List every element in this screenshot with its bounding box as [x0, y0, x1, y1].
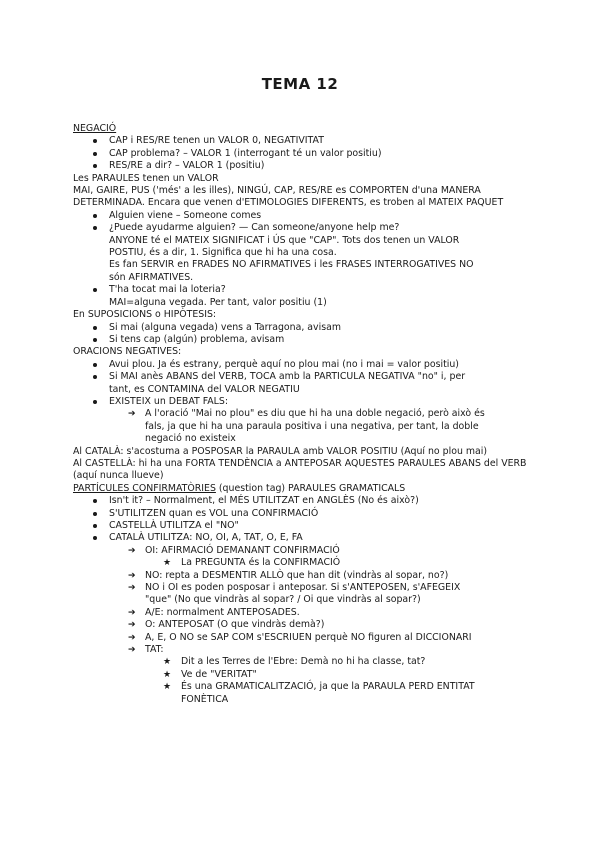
line-text: T'ha tocat mai la loteria?	[109, 284, 226, 296]
list-item	[73, 681, 533, 693]
line-text: És una GRAMATICALITZACIÓ, ja que la PARAULA PERD ENTITAT	[181, 681, 475, 693]
arrow-bullet-icon: ➔	[128, 620, 136, 631]
line-text: Ve de "VERITAT"	[181, 668, 257, 680]
line-text: Alguien viene – Someone comes	[109, 209, 262, 221]
list-item	[73, 619, 533, 631]
line-text: Al CATALÀ: s'acostuma a POSPOSAR la PARAULA amb VALOR POSITIU (Aquí no plou mai)	[73, 445, 488, 457]
list-item	[73, 669, 533, 681]
line-text: EXISTEIX un DEBAT FALS:	[109, 395, 228, 407]
line-text: Al CASTELLÀ: hi ha una FORTA TENDÈNCIA a ANTEPOSAR AQUESTES PARAULES ABANS del VERB (aquí nunca llueve)	[73, 457, 527, 482]
arrow-bullet-icon: ➔	[128, 409, 136, 420]
bullet-icon	[93, 164, 97, 168]
line-text: O: ANTEPOSAT (O que vindràs demà?)	[145, 619, 325, 631]
star-bullet-icon: ★	[163, 558, 172, 569]
list-item	[73, 520, 533, 532]
line-text: Es fan SERVIR en FRADES NO AFIRMATIVES i les FRASES INTERROGATIVES NO	[109, 259, 474, 271]
line-text: CAP i RES/RE tenen un VALOR 0, NEGATIVITAT	[109, 135, 324, 147]
list-item	[73, 582, 533, 594]
text-line	[73, 173, 533, 185]
list-item	[73, 210, 533, 222]
bullet-icon	[93, 499, 97, 503]
list-item	[73, 322, 533, 334]
text-line	[73, 458, 533, 483]
text-line	[73, 185, 533, 210]
line-text: (question tag) PARAULES GRAMATICALS	[215, 482, 406, 494]
bullet-icon	[93, 139, 97, 143]
text-line	[73, 259, 533, 271]
list-item	[73, 359, 533, 371]
list-item	[73, 334, 533, 346]
line-text: Les PARAULES tenen un VALOR	[73, 172, 219, 184]
line-text: tant, es CONTAMINA del VALOR NEGATIU	[109, 383, 300, 395]
list-item	[73, 532, 533, 544]
bullet-icon	[93, 288, 97, 292]
text-line	[73, 483, 533, 495]
arrow-bullet-icon: ➔	[128, 632, 136, 643]
section-heading: NEGACIÓ	[73, 123, 117, 134]
text-line	[73, 309, 533, 321]
text-line	[73, 446, 533, 458]
list-item	[73, 371, 533, 383]
arrow-bullet-icon: ➔	[128, 570, 136, 581]
line-text: NO i OI es poden posposar i anteposar. Si s'ANTEPOSEN, s'AFEGEIX	[145, 582, 461, 594]
list-item	[73, 284, 533, 296]
line-text: NO: repta a DESMENTIR ALLÒ que han dit (vindràs al sopar, no?)	[145, 569, 449, 581]
text-line	[73, 297, 533, 309]
line-text: MAI, GAIRE, PUS ('més' a les illes), NINGÚ, CAP, RES/RE es COMPORTEN d'una MANERA DETERMINADA. Encara que venen d'ETIMOLOGIES DIFERENTS, es troben al MATEIX PAQUET	[73, 185, 504, 209]
list-item	[73, 570, 533, 582]
line-text: A l'oració "Mai no plou" es diu que hi ha una doble negació, però això és	[145, 408, 485, 420]
line-text: FONÈTICA	[181, 693, 229, 705]
list-item	[73, 632, 533, 644]
line-text: fals, ja que hi ha una paraula positiva i una negativa, per tant, la doble	[145, 420, 479, 432]
list-item	[73, 222, 533, 234]
line-text: RES/RE a dir? – VALOR 1 (positiu)	[109, 160, 265, 172]
list-item	[73, 148, 533, 160]
arrow-bullet-icon: ➔	[128, 583, 136, 594]
bullet-icon	[93, 152, 97, 156]
line-text: A, E, O NO se SAP COM s'ESCRIUEN perquè NO figuren al DICCIONARI	[145, 631, 472, 643]
line-text: CATALÀ UTILITZA: NO, OI, A, TAT, O, E, FA	[109, 532, 303, 544]
line-text: Si mai (alguna vegada) vens a Tarragona, avisam	[109, 321, 341, 333]
text-line	[73, 346, 533, 358]
list-item	[73, 408, 533, 420]
bullet-icon	[93, 338, 97, 342]
line-text: Avui plou. Ja és estrany, perquè aquí no plou mai (no i mai = valor positiu)	[109, 358, 459, 370]
text-line	[73, 247, 533, 259]
text-line	[73, 123, 533, 135]
text-line	[73, 235, 533, 247]
text-line	[73, 694, 533, 706]
list-item	[73, 135, 533, 147]
text-line	[73, 594, 533, 606]
bullet-icon	[93, 400, 97, 404]
bullet-icon	[93, 326, 97, 330]
line-text: Si MAI anès ABANS del VERB, TOCA amb la PARTICULA NEGATIVA "no" i, per	[109, 371, 466, 383]
line-text: són AFIRMATIVES.	[109, 271, 194, 283]
line-text: TAT:	[145, 644, 164, 656]
line-text: negació no existeix	[145, 433, 236, 445]
list-item	[73, 545, 533, 557]
text-line	[73, 421, 533, 433]
list-item	[73, 160, 533, 172]
list-item	[73, 396, 533, 408]
line-text: La PREGUNTA és la CONFIRMACIÓ	[181, 557, 341, 569]
line-text: CASTELLÀ UTILITZA el "NO"	[109, 520, 239, 531]
line-text: Dit a les Terres de l'Ebre: Demà no hi ha classe, tat?	[181, 656, 426, 668]
star-bullet-icon: ★	[163, 682, 172, 693]
page-title: TEMA 12	[261, 75, 339, 93]
bullet-icon	[93, 363, 97, 367]
list-item	[73, 607, 533, 619]
bullet-icon	[93, 226, 97, 230]
arrow-bullet-icon: ➔	[128, 645, 136, 656]
list-item	[73, 656, 533, 668]
line-text: OI: AFIRMACIÓ DEMANANT CONFIRMACIÓ	[145, 544, 340, 556]
line-text: Isn't it? – Normalment, el MÉS UTILITZAT en ANGLÈS (No és això?)	[109, 495, 419, 507]
line-text: MAI=alguna vegada. Per tant, valor positiu (1)	[109, 296, 327, 308]
text-line	[73, 272, 533, 284]
text-line	[73, 433, 533, 445]
line-text: ANYONE té el MATEIX SIGNIFICAT i ÚS que "CAP". Tots dos tenen un VALOR	[109, 234, 460, 246]
arrow-bullet-icon: ➔	[128, 607, 136, 618]
bullet-icon	[93, 375, 97, 379]
line-text: En SUPOSICIONS o HIPÒTESIS:	[73, 309, 217, 321]
arrow-bullet-icon: ➔	[128, 545, 136, 556]
text-line	[73, 384, 533, 396]
bullet-icon	[93, 524, 97, 528]
star-bullet-icon: ★	[163, 657, 172, 668]
bullet-icon	[93, 512, 97, 516]
line-text: "que" (No que vindràs al sopar? / Oi que vindràs al sopar?)	[145, 594, 421, 606]
line-text: CAP problema? – VALOR 1 (interrogant té un valor positiu)	[109, 147, 382, 159]
bullet-icon	[93, 214, 97, 218]
list-item	[73, 557, 533, 569]
line-text: POSTIU, és a dir, 1. Significa que hi ha una cosa.	[109, 247, 337, 259]
document-body	[73, 123, 533, 706]
line-text: ¿Puede ayudarme alguien? — Can someone/anyone help me?	[109, 222, 400, 234]
list-item	[73, 644, 533, 656]
list-item	[73, 508, 533, 520]
line-text: ORACIONS NEGATIVES:	[73, 346, 182, 358]
line-text: Si tens cap (algún) problema, avisam	[109, 333, 285, 345]
bullet-icon	[93, 536, 97, 540]
section-heading: PARTÍCULES CONFIRMATÒRIES	[73, 482, 216, 494]
line-text: A/E: normalment ANTEPOSADES.	[145, 606, 300, 618]
star-bullet-icon: ★	[163, 669, 172, 680]
line-text: S'UTILITZEN quan es VOL una CONFIRMACIÓ	[109, 507, 319, 519]
list-item	[73, 495, 533, 507]
